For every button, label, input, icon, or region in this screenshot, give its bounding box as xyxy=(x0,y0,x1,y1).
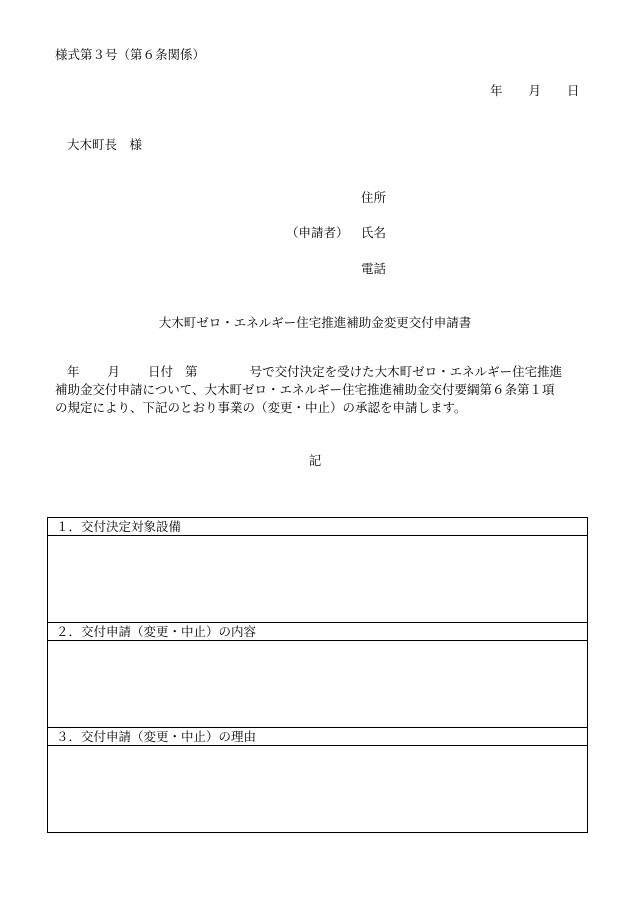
body-number-prefix: 第 xyxy=(185,364,198,379)
section-1-field[interactable] xyxy=(48,536,587,623)
phone-label: 電話 xyxy=(361,261,387,276)
section-3-heading: ３．交付申請（変更・中止）の理由 xyxy=(48,728,587,746)
name-label: 氏名 xyxy=(361,225,387,240)
body-year: 年 xyxy=(67,364,80,379)
body-text xyxy=(55,363,595,417)
body-month: 月 xyxy=(107,364,121,379)
date-day-label: 日 xyxy=(567,83,580,98)
section-2-heading: ２．交付申請（変更・中止）の内容 xyxy=(48,623,587,641)
body-day-dated: 日付 xyxy=(148,364,174,379)
form-number: 様式第３号（第６条関係） xyxy=(55,47,206,62)
body-line-3: の規定により、下記のとおり事業の（変更・中止）の承認を申請します。 xyxy=(55,400,467,415)
section-2-field[interactable] xyxy=(48,641,587,728)
date-month-label: 月 xyxy=(528,83,542,98)
ki-label: 記 xyxy=(308,453,322,468)
body-line-1-rest: 号で交付決定を受けた大木町ゼロ・エネルギー住宅推進 xyxy=(249,364,563,379)
section-1-heading: １．交付決定対象設備 xyxy=(48,518,587,536)
sections-table xyxy=(47,517,588,833)
body-line-2: 補助金交付申請について、大木町ゼロ・エネルギー住宅推進補助金交付要綱第６条第１項 xyxy=(55,382,555,397)
body-line-1 xyxy=(55,363,595,381)
date-year-label: 年 xyxy=(490,83,503,98)
addressee: 大木町長 様 xyxy=(67,137,143,152)
address-label: 住所 xyxy=(361,190,387,205)
section-3-field[interactable] xyxy=(48,746,587,832)
document-title: 大木町ゼロ・エネルギー住宅推進補助金変更交付申請書 xyxy=(158,315,472,330)
applicant-label: （申請者） xyxy=(286,225,349,240)
date-line xyxy=(490,85,580,98)
